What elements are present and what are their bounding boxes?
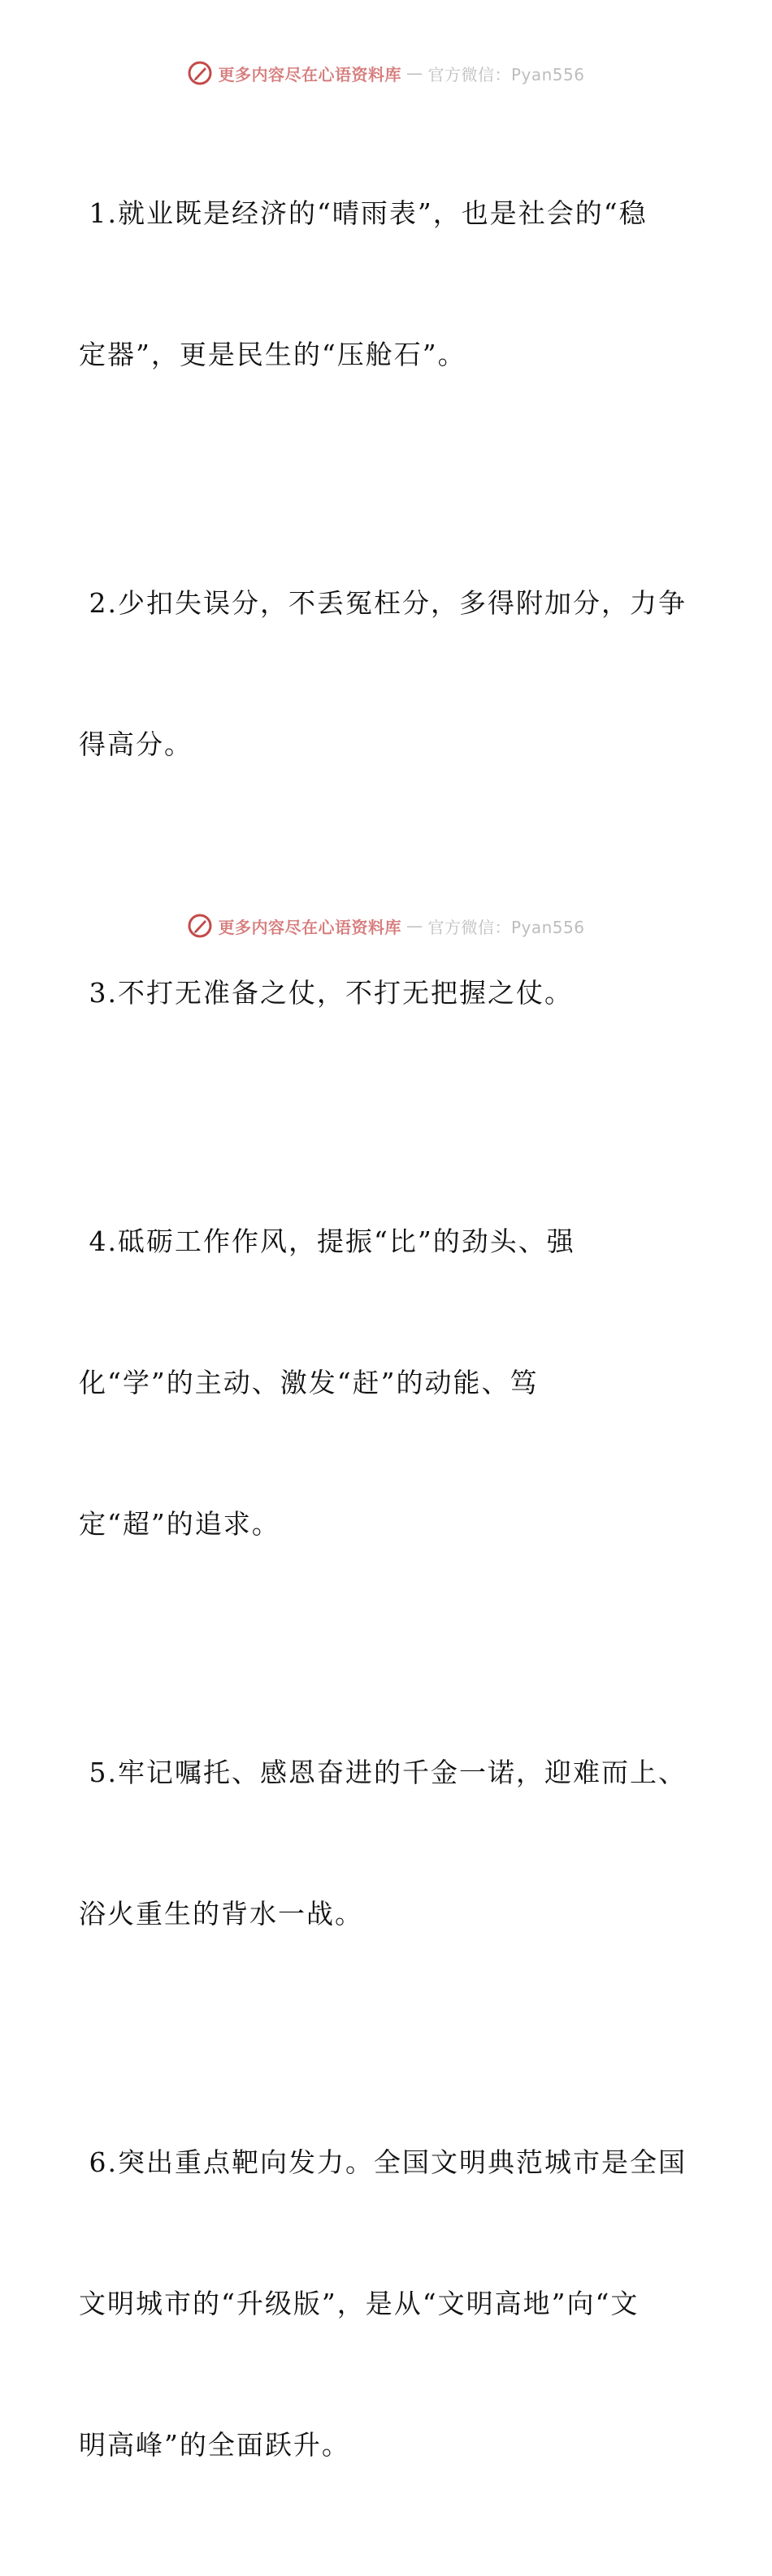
paragraph-4	[79, 1124, 696, 1642]
pen-logo-icon	[187, 60, 213, 86]
header-watermark	[0, 57, 772, 89]
paragraph-5	[79, 1655, 696, 2032]
paragraph-line: 3.不打无准备之仗，不打无把握之仗。	[79, 977, 573, 1009]
paragraph-line: 5.牢记嘱托、感恩奋进的千金一诺，迎难而上、	[79, 1757, 687, 1788]
watermark-dash: —	[406, 916, 423, 936]
paragraph-line: 浴火重生的背水一战。	[79, 1898, 363, 1930]
paragraph-2	[79, 486, 696, 862]
paragraph-line: 得高分。	[79, 728, 193, 760]
watermark-main-text: 更多内容尽在心语资料库	[218, 917, 401, 937]
footer-watermark	[0, 910, 772, 942]
paragraph-line: 4.砥砺工作作风，提振“比”的劲头、强	[79, 1225, 575, 1257]
watermark-sub-text: 官方微信：Pyan556	[427, 64, 585, 84]
watermark-main-text: 更多内容尽在心语资料库	[218, 64, 401, 84]
watermark-dash: —	[406, 63, 423, 83]
paragraph-line: 1.就业既是经济的“晴雨表”，也是社会的“稳	[79, 197, 648, 229]
pen-logo-icon	[187, 913, 213, 939]
paragraph-6	[79, 2045, 696, 2563]
paragraph-line: 定“超”的追求。	[79, 1508, 280, 1540]
paragraph-line: 2.少扣失误分，不丢冤枉分，多得附加分，力争	[79, 587, 687, 619]
watermark-sub-text: 官方微信：Pyan556	[427, 917, 585, 937]
paragraph-line: 化“学”的主动、激发“赶”的动能、笃	[79, 1367, 539, 1398]
paragraph-line: 明高峰”的全面跃升。	[79, 2429, 350, 2461]
paragraph-line: 定器”，更是民生的“压舱石”。	[79, 339, 466, 370]
paragraph-1	[79, 96, 696, 473]
document-body	[79, 96, 696, 2576]
paragraph-line: 6.突出重点靶向发力。全国文明典范城市是全国	[79, 2146, 687, 2178]
paragraph-line: 文明城市的“升级版”，是从“文明高地”向“文	[79, 2288, 640, 2319]
